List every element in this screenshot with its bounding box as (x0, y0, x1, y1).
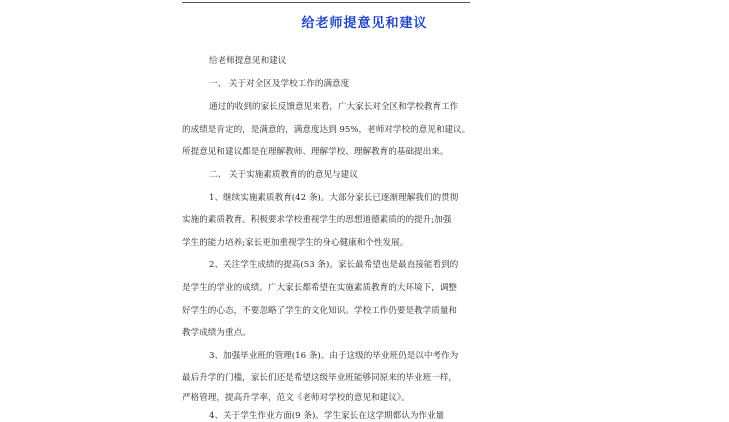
paragraph-line: 1、继续实施素质教育(42 条)。大部分家长已逐渐理解我们的贯彻 (209, 193, 459, 203)
section-heading-1: 一、 关于对全区及学校工作的满意度 (209, 79, 350, 89)
document-title: 给老师提意见和建议 (301, 16, 428, 31)
paragraph-line: 学生的能力培养;家长更加重视学生的身心健康和个性发展。 (182, 238, 409, 248)
paragraph-line: 的成绩是肯定的，是满意的，满意度达到 95%，老师对学校的意见和建议。 (182, 125, 471, 135)
top-divider (182, 2, 470, 3)
paragraph-line: 所提意见和建议都是在理解教师、理解学校、理解教育的基础提出来。 (182, 147, 449, 157)
paragraph-line: 3、加强毕业班的管理(16 条)。由于这级的毕业班仍是以中考作为 (209, 351, 459, 361)
paragraph-line: 实施的素质教育。积极要求学校重视学生的思想道德素质的的提升;加强 (182, 215, 452, 225)
paragraph-line-partial: 4、关于学生作业方面(9 条)。学生家长在这学期都认为作业量 (209, 411, 445, 421)
paragraph-line: 教学成绩为重点。 (182, 328, 251, 338)
paragraph-line: 最后升学的门槛，家长们还是希望这级毕业班能够同原来的毕业班一样， (182, 373, 458, 383)
paragraph-line: 是学生的学业的成绩。广大家长都希望在实施素质教育的大环境下，调整 (182, 283, 458, 293)
subtitle-line: 给老师提意见和建议 (209, 56, 287, 66)
section-heading-2: 二、 关于实施素质教育的的意见与建议 (209, 170, 358, 180)
paragraph-line: 好学生的心态，不要忽略了学生的文化知识。学校工作仍要是教学质量和 (182, 306, 458, 316)
paragraph-line: 2、关注学生成绩的提高(53 条)。家长最希望也是最直接能看到的 (209, 260, 459, 270)
paragraph-line: 通过的收到的家长反馈意见来看，广大家长对全区和学校教育工作 (209, 102, 459, 112)
paragraph-line: 严格管理，提高升学率，范文《老师对学校的意见和建议》。 (182, 393, 410, 403)
